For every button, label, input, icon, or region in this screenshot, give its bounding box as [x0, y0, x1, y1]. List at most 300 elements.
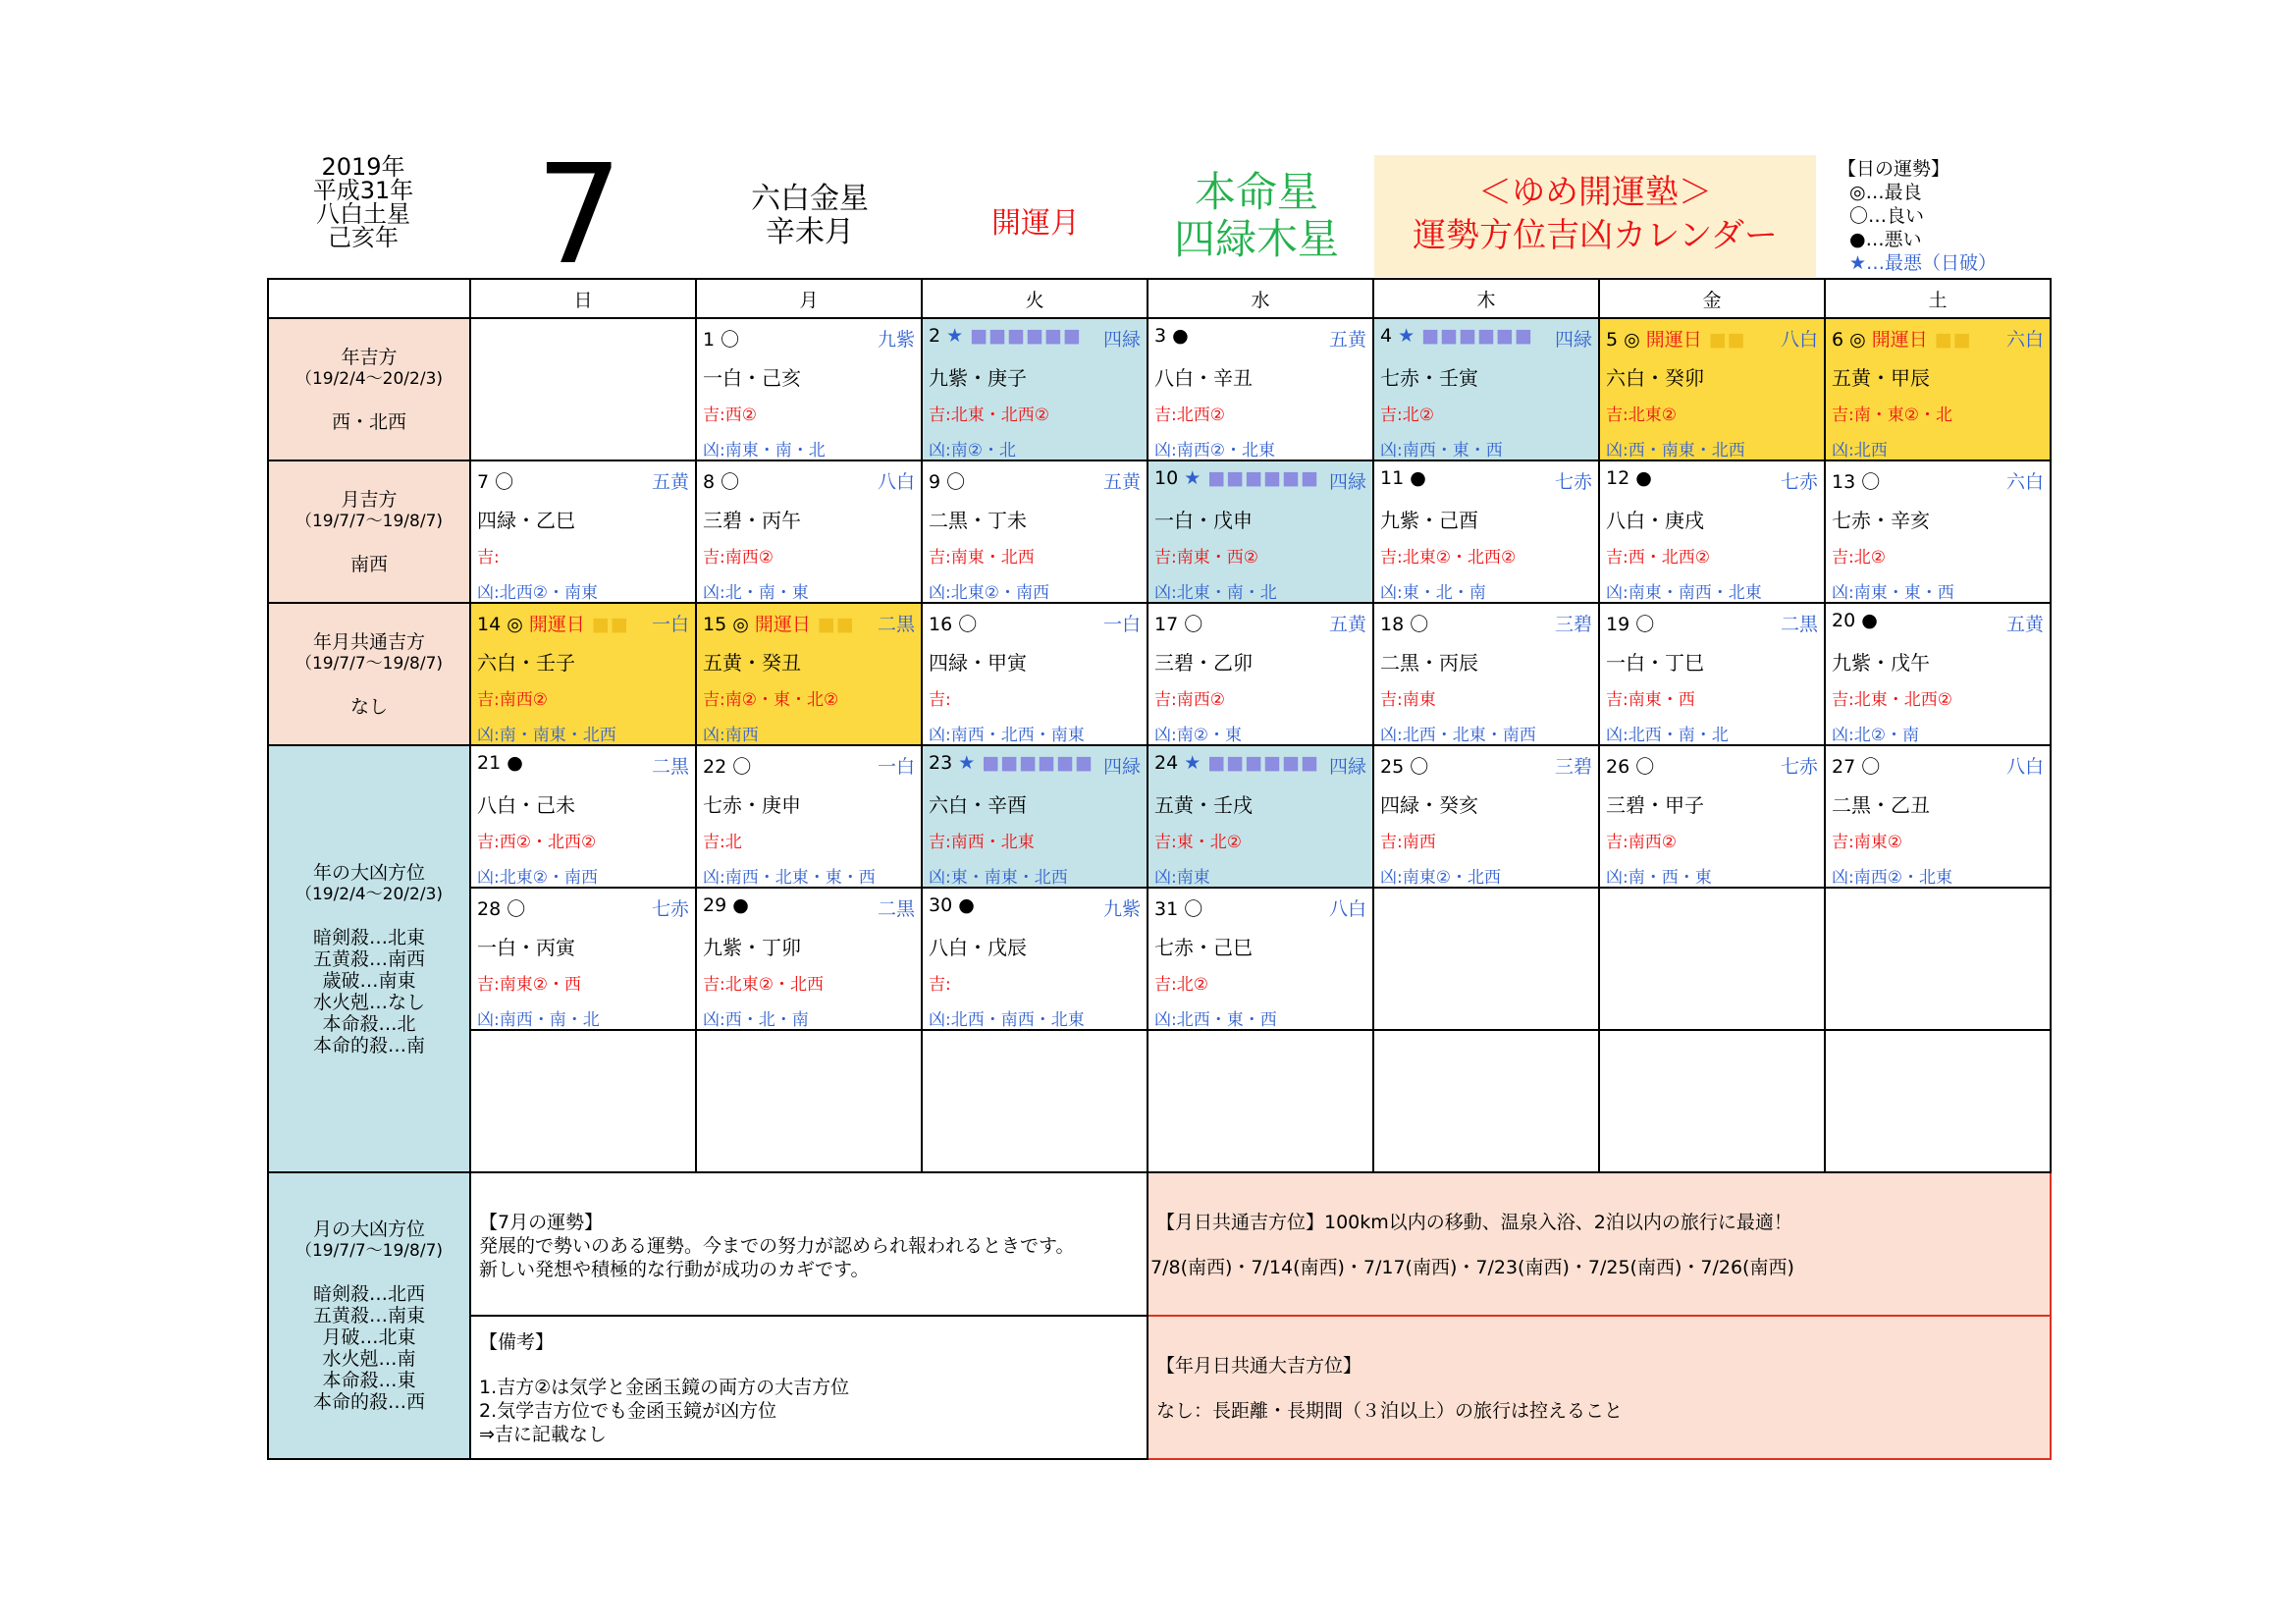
empty-day-cell: [1148, 1030, 1373, 1172]
day-star: 三碧: [1554, 756, 1592, 778]
day-cell[interactable]: [922, 745, 1148, 888]
day-cell[interactable]: [1825, 460, 2051, 603]
day-kyo-directions: 凶:南西・東・西: [1380, 441, 1503, 460]
weekday-header: 火: [922, 279, 1148, 318]
day-ganzhi: 二黒・丁未: [929, 509, 1027, 532]
fortune-mark-icon: ●: [958, 894, 975, 916]
weekday-header: 木: [1373, 279, 1599, 318]
daikyo-line: 水火剋…なし: [312, 991, 425, 1013]
worst-day-bar: ■■■■■■: [975, 752, 1095, 774]
panel-value: 南西: [349, 553, 388, 575]
day-star: 八白: [1780, 329, 1818, 351]
day-number: 2: [929, 325, 941, 347]
day-kyo-directions: 凶:南西②・北東: [1154, 441, 1275, 460]
day-cell[interactable]: [922, 460, 1148, 603]
day-ganzhi: 四緑・癸亥: [1380, 793, 1478, 817]
year-line: 2019年: [321, 153, 405, 181]
day-kyo-directions: 凶:南・南東・北西: [477, 726, 616, 745]
day-cell[interactable]: [696, 603, 922, 745]
day-kichi-directions: 吉:南西②: [703, 548, 774, 568]
note-title: 【年月日共通大吉方位】: [1156, 1355, 1362, 1377]
kaiun-day-label: 開運日: [1645, 329, 1702, 351]
day-star: 一白: [877, 756, 915, 778]
day-star: 五黄: [1328, 329, 1366, 351]
day-number: 22: [703, 756, 727, 778]
day-cell[interactable]: [1148, 318, 1373, 460]
day-kichi-directions: 吉:南東・北西: [929, 548, 1035, 568]
empty-day-cell: [1373, 888, 1599, 1030]
year-daikyo-panel: [268, 745, 470, 1172]
day-kyo-directions: 凶:北②・南: [1832, 726, 1919, 745]
day-number: 10: [1154, 467, 1179, 489]
day-kichi-directions: 吉:南東②: [1832, 833, 1902, 852]
day-cell[interactable]: [1373, 603, 1599, 745]
day-kyo-directions: 凶:南西・南・北: [477, 1010, 600, 1030]
note-value: 7/8(南西)・7/14(南西)・7/17(南西)・7/23(南西)・7/25(南西)・7/26(南西): [1150, 1257, 1794, 1278]
fortune-mark-icon: 〇: [946, 471, 966, 493]
day-kyo-directions: 凶:西・南東・北西: [1606, 441, 1745, 460]
day-header: [477, 894, 691, 918]
note-line: 1.吉方②は気学と金函玉鏡の両方の大吉方位: [479, 1377, 850, 1398]
day-cell[interactable]: [1825, 318, 2051, 460]
honmei-star: [1139, 169, 1374, 263]
day-ganzhi: 六白・壬子: [477, 651, 575, 675]
day-cell[interactable]: [1373, 745, 1599, 888]
fortune-mark-icon: ★: [1184, 467, 1201, 489]
day-ganzhi: 九紫・丁卯: [703, 936, 801, 959]
day-header: [929, 325, 1143, 349]
day-star: 四緑: [1102, 756, 1141, 778]
day-header: [1154, 610, 1368, 633]
day-kyo-directions: 凶:南②・東: [1154, 726, 1242, 745]
fortune-mark-icon: 〇: [1635, 756, 1655, 778]
month-star-line: 六白金星: [751, 182, 869, 216]
day-kyo-directions: 凶:東・北・南: [1380, 583, 1486, 603]
panel-lines: [269, 1283, 469, 1413]
day-star: 八白: [1328, 898, 1366, 920]
day-ganzhi: 二黒・乙丑: [1832, 793, 1930, 817]
day-kyo-directions: 凶:南東・東・西: [1832, 583, 1954, 603]
day-kichi-directions: 吉:南・東②・北: [1832, 406, 1952, 425]
note-line: ⇒吉に記載なし: [479, 1424, 607, 1445]
day-cell[interactable]: [696, 888, 922, 1030]
day-kichi-directions: 吉:南西②: [1606, 833, 1677, 852]
fortune-mark-icon: 〇: [507, 898, 526, 920]
fortune-mark-icon: 〇: [1410, 756, 1429, 778]
day-star: 二黒: [651, 756, 689, 778]
day-star: 五黄: [2005, 614, 2044, 635]
day-cell[interactable]: [1599, 318, 1825, 460]
day-kyo-directions: 凶:北西・北東・南西: [1380, 726, 1536, 745]
panel-lines: [269, 927, 469, 1056]
note-line: 2.気学吉方位でも金函玉鏡が凶方位: [479, 1400, 777, 1422]
legend: [1838, 157, 1997, 275]
day-cell[interactable]: [1599, 603, 1825, 745]
fortune-mark-icon: ★: [1184, 752, 1201, 774]
day-star: 六白: [2005, 329, 2044, 351]
day-number: 18: [1380, 614, 1405, 635]
day-ganzhi: 四緑・乙巳: [477, 509, 575, 532]
day-cell[interactable]: [1373, 460, 1599, 603]
worst-day-bar: ■■■■■■: [1201, 752, 1320, 774]
day-number: 6: [1832, 329, 1844, 351]
day-header: [1832, 467, 2046, 491]
day-star: 五黄: [651, 471, 689, 493]
fortune-mark-icon: 〇: [1184, 614, 1203, 635]
fortune-mark-icon: 〇: [1184, 898, 1203, 920]
fortune-mark-icon: ●: [1410, 467, 1426, 489]
day-ganzhi: 九紫・庚子: [929, 366, 1027, 390]
day-cell[interactable]: [470, 460, 696, 603]
day-cell[interactable]: [696, 318, 922, 460]
day-cell[interactable]: [1373, 318, 1599, 460]
legend-item: ◎…最良: [1849, 182, 1922, 203]
worst-day-bar: ■■■■■■: [963, 325, 1082, 347]
day-kyo-directions: 凶:南東②・北西: [1380, 868, 1501, 888]
day-number: 19: [1606, 614, 1630, 635]
day-header: [703, 467, 917, 491]
day-star: 九紫: [1102, 898, 1141, 920]
day-number: 28: [477, 898, 502, 920]
note-value: なし：長距離・長期間（３泊以上）の旅行は控えること: [1156, 1400, 1624, 1422]
day-header: [1380, 610, 1594, 633]
kaiun-day-label: 開運日: [528, 614, 585, 635]
fortune-mark-icon: ◎: [507, 614, 523, 635]
day-ganzhi: 三碧・乙卯: [1154, 651, 1253, 675]
day-kyo-directions: 凶:北・南・東: [703, 583, 809, 603]
day-ganzhi: 八白・戊辰: [929, 936, 1027, 959]
day-kichi-directions: 吉:北東②・北西②: [1380, 548, 1517, 568]
day-ganzhi: 八白・庚戌: [1606, 509, 1704, 532]
day-ganzhi: 四緑・甲寅: [929, 651, 1027, 675]
note-title: 【備考】: [479, 1331, 555, 1353]
day-header: [1606, 610, 1820, 633]
day-star: 八白: [877, 471, 915, 493]
day-kyo-directions: 凶:南西: [703, 726, 759, 745]
weekday-header: 土: [1825, 279, 2051, 318]
calendar-title: [1374, 155, 1816, 277]
weekday-header: 日: [470, 279, 696, 318]
panel-range: （19/2/4～20/2/3): [294, 884, 444, 904]
day-cell[interactable]: [922, 888, 1148, 1030]
day-header: [1154, 752, 1368, 776]
day-kichi-directions: 吉:北西②: [1154, 406, 1225, 425]
day-kyo-directions: 凶:北西・南西・北東: [929, 1010, 1085, 1030]
day-number: 24: [1154, 752, 1179, 774]
day-cell[interactable]: [1148, 460, 1373, 603]
day-kyo-directions: 凶:南西②・北東: [1832, 868, 1952, 888]
day-cell[interactable]: [1599, 745, 1825, 888]
fortune-mark-icon: 〇: [732, 756, 752, 778]
year-line: 八白土星: [316, 200, 410, 228]
day-kyo-directions: 凶:南東: [1154, 868, 1210, 888]
daikyo-line: 本命殺…北: [322, 1012, 416, 1035]
day-number: 30: [929, 894, 953, 916]
day-kyo-directions: 凶:北西・東・西: [1154, 1010, 1277, 1030]
fortune-mark-icon: ●: [1635, 467, 1652, 489]
day-header: [1154, 894, 1368, 918]
day-kichi-directions: 吉:北: [703, 833, 742, 852]
day-number: 31: [1154, 898, 1179, 920]
month-number: 7: [535, 135, 623, 296]
year-line: 平成31年: [312, 177, 414, 204]
day-number: 11: [1380, 467, 1405, 489]
day-cell[interactable]: [470, 603, 696, 745]
day-kyo-directions: 凶:南西・北東・東・西: [703, 868, 876, 888]
day-ganzhi: 三碧・丙午: [703, 509, 801, 532]
title-line: ＜ゆめ開運塾＞: [1478, 173, 1712, 212]
legend-title: 【日の運勢】: [1838, 158, 1950, 180]
fortune-mark-icon: 〇: [1861, 471, 1881, 493]
panel-title: 年の大凶方位: [312, 861, 425, 884]
day-number: 20: [1832, 610, 1856, 631]
day-header: [703, 610, 917, 633]
honmei-line: 四緑木星: [1173, 215, 1339, 263]
day-number: 9: [929, 471, 941, 493]
day-star: 一白: [651, 614, 689, 635]
month-daikyo-panel: [268, 1172, 470, 1459]
day-cell[interactable]: [470, 888, 696, 1030]
day-number: 17: [1154, 614, 1179, 635]
month-star-line: 辛未月: [766, 215, 854, 249]
daikyo-line: 暗剣殺…北西: [312, 1283, 425, 1305]
day-kichi-directions: 吉:: [929, 975, 951, 995]
day-header: [703, 894, 917, 918]
day-kichi-directions: 吉:南②・東・北②: [703, 690, 839, 710]
day-ganzhi: 八白・己未: [477, 793, 575, 817]
day-kichi-directions: 吉:北②: [1154, 975, 1208, 995]
legend-item: ●…悪い: [1849, 229, 1922, 250]
day-number: 29: [703, 894, 727, 916]
fortune-mark-icon: ★: [1398, 325, 1415, 347]
panel-range: （19/7/7～19/8/7): [294, 511, 444, 531]
fortune-mark-icon: 〇: [1861, 756, 1881, 778]
day-star: 二黒: [1780, 614, 1818, 635]
day-star: 二黒: [877, 898, 915, 920]
empty-day-cell: [1599, 888, 1825, 1030]
day-kichi-directions: 吉:北東②: [1606, 406, 1677, 425]
day-number: 1: [703, 329, 716, 351]
panel-range: （19/2/4～20/2/3): [294, 368, 444, 389]
fortune-mark-icon: ●: [507, 752, 523, 774]
day-number: 4: [1380, 325, 1393, 347]
empty-day-cell: [470, 318, 696, 460]
panel-title: 月の大凶方位: [312, 1218, 425, 1240]
day-header: [929, 752, 1143, 776]
panel-value: 西・北西: [331, 410, 406, 433]
day-star: 七赤: [1780, 756, 1818, 778]
day-kyo-directions: 凶:南・西・東: [1606, 868, 1712, 888]
day-star: 七赤: [1780, 471, 1818, 493]
day-kyo-directions: 凶:南東・南・北: [703, 441, 826, 460]
month-star: [712, 183, 908, 249]
daikyo-line: 歳破…南東: [322, 969, 416, 992]
day-kichi-directions: 吉:南東・西: [1606, 690, 1695, 710]
day-header: [477, 467, 691, 491]
year-line: 己亥年: [328, 224, 399, 251]
common-kichi-panel: [268, 603, 470, 745]
day-cell[interactable]: [696, 745, 922, 888]
day-kyo-directions: 凶:北西・南・北: [1606, 726, 1729, 745]
day-star: 二黒: [877, 614, 915, 635]
day-kichi-directions: 吉:南東: [1380, 690, 1436, 710]
day-kyo-directions: 凶:南西・北西・南東: [929, 726, 1085, 745]
panel-title: 年吉方: [341, 346, 398, 368]
fortune-mark-icon: ★: [958, 752, 976, 774]
remarks-note: [470, 1316, 1148, 1459]
day-number: 23: [929, 752, 953, 774]
title-line: 運勢方位吉凶カレンダー: [1413, 216, 1778, 255]
empty-day-cell: [1825, 1030, 2051, 1172]
daikyo-line: 水火剋…南: [322, 1348, 416, 1370]
fortune-mark-icon: ★: [946, 325, 964, 347]
day-cell[interactable]: [1825, 745, 2051, 888]
day-ganzhi: 五黄・癸丑: [703, 651, 801, 675]
day-kichi-directions: 吉:北②: [1380, 406, 1434, 425]
day-star: 四緑: [1102, 329, 1141, 351]
day-header: [1380, 752, 1594, 776]
day-ganzhi: 七赤・庚申: [703, 793, 801, 817]
day-kichi-directions: 吉:: [929, 690, 951, 710]
fortune-mark-icon: ●: [1861, 610, 1878, 631]
day-ganzhi: 七赤・己巳: [1154, 936, 1253, 959]
day-cell[interactable]: [1825, 603, 2051, 745]
day-star: 五黄: [1328, 614, 1366, 635]
weekday-header: 水: [1148, 279, 1373, 318]
fortune-mark-icon: ◎: [1849, 329, 1866, 351]
panel-value: なし: [349, 695, 388, 718]
day-kichi-directions: 吉:南西・北東: [929, 833, 1035, 852]
fortune-mark-icon: 〇: [721, 471, 740, 493]
note-line: 新しい発想や積極的な行動が成功のカギです。: [479, 1259, 870, 1280]
kaiun-day-bar: ■■: [584, 614, 629, 635]
day-ganzhi: 三碧・甲子: [1606, 793, 1704, 817]
day-kichi-directions: 吉:西②: [703, 406, 757, 425]
day-kichi-directions: 吉:北②: [1832, 548, 1886, 568]
day-kyo-directions: 凶:北西②・南東: [477, 583, 598, 603]
panel-title: 年月共通吉方: [312, 630, 425, 653]
daikyo-line: 五黄殺…南西: [312, 947, 425, 970]
day-header: [929, 894, 1143, 918]
daikyo-line: 本命的殺…南: [312, 1034, 425, 1056]
corner-cell: [268, 279, 470, 318]
day-ganzhi: 一白・戊申: [1154, 509, 1253, 532]
day-kyo-directions: 凶:東・南東・北西: [929, 868, 1068, 888]
fortune-mark-icon: 〇: [1635, 614, 1655, 635]
kaiun-month-label: 開運月: [991, 206, 1080, 241]
note-title: 【7月の運勢】: [479, 1212, 604, 1233]
fortune-mark-icon: ●: [1172, 325, 1189, 347]
fortune-mark-icon: 〇: [1410, 614, 1429, 635]
day-kichi-directions: 吉:西・北西②: [1606, 548, 1710, 568]
month-kichi-panel: [268, 460, 470, 603]
empty-day-cell: [922, 1030, 1148, 1172]
day-cell[interactable]: [922, 603, 1148, 745]
year-kichi-panel: [268, 318, 470, 460]
day-number: 27: [1832, 756, 1856, 778]
year-month-day-common-note: [1148, 1316, 2051, 1459]
weekday-header: 金: [1599, 279, 1825, 318]
day-cell[interactable]: [470, 745, 696, 888]
day-number: 21: [477, 752, 502, 774]
day-kichi-directions: 吉:西②・北西②: [477, 833, 597, 852]
day-number: 15: [703, 614, 727, 635]
day-cell[interactable]: [1148, 603, 1373, 745]
empty-day-cell: [1373, 1030, 1599, 1172]
day-kyo-directions: 凶:北西: [1832, 441, 1888, 460]
day-kichi-directions: 吉:南西: [1380, 833, 1436, 852]
panel-title: 月吉方: [341, 488, 398, 511]
day-header: [1832, 610, 2046, 633]
day-kichi-directions: 吉:東・北②: [1154, 833, 1242, 852]
day-cell[interactable]: [696, 460, 922, 603]
day-star: 四緑: [1328, 756, 1366, 778]
day-number: 5: [1606, 329, 1619, 351]
kaiun-day-label: 開運日: [754, 614, 811, 635]
day-cell[interactable]: [1148, 888, 1373, 1030]
fortune-mark-icon: ●: [732, 894, 749, 916]
day-ganzhi: 一白・丙寅: [477, 936, 575, 959]
day-number: 3: [1154, 325, 1167, 347]
day-star: 五黄: [1102, 471, 1141, 493]
day-kichi-directions: 吉:北東・北西②: [1832, 690, 1952, 710]
day-header: [703, 325, 917, 349]
day-star: 三碧: [1554, 614, 1592, 635]
day-kyo-directions: 凶:南東・南西・北東: [1606, 583, 1762, 603]
day-ganzhi: 七赤・辛亥: [1832, 509, 1930, 532]
day-cell[interactable]: [922, 318, 1148, 460]
day-ganzhi: 五黄・甲辰: [1832, 366, 1930, 390]
note-title: 【月日共通吉方位】100km以内の移動、温泉入浴、2泊以内の旅行に最適！: [1156, 1212, 1792, 1233]
day-number: 25: [1380, 756, 1405, 778]
daikyo-line: 本命殺…東: [322, 1370, 416, 1391]
day-cell[interactable]: [1599, 460, 1825, 603]
day-ganzhi: 五黄・壬戌: [1154, 793, 1253, 817]
daikyo-line: 暗剣殺…北東: [312, 926, 425, 948]
day-header: [1606, 467, 1820, 491]
day-number: 26: [1606, 756, 1630, 778]
empty-day-cell: [696, 1030, 922, 1172]
day-header: [1606, 752, 1820, 776]
worst-day-bar: ■■■■■■: [1415, 325, 1533, 347]
day-header: [703, 752, 917, 776]
day-header: [1380, 467, 1594, 491]
empty-day-cell: [1599, 1030, 1825, 1172]
day-kichi-directions: 吉:南西②: [477, 690, 548, 710]
day-header: [929, 467, 1143, 491]
fortune-mark-icon: ◎: [1624, 329, 1640, 351]
honmei-line: 本命星: [1194, 168, 1318, 216]
year-info: [294, 155, 432, 249]
day-number: 8: [703, 471, 716, 493]
day-cell[interactable]: [1148, 745, 1373, 888]
daikyo-line: 本命的殺…西: [312, 1391, 425, 1413]
day-kichi-directions: 吉:: [477, 548, 500, 568]
day-number: 14: [477, 614, 502, 635]
day-header: [477, 752, 691, 776]
day-number: 13: [1832, 471, 1856, 493]
legend-item: ★…最悪（日破）: [1849, 252, 1998, 274]
day-ganzhi: 二黒・丙辰: [1380, 651, 1478, 675]
month-day-common-note: [1148, 1172, 2051, 1316]
day-star: 七赤: [651, 898, 689, 920]
day-kyo-directions: 凶:北東②・南西: [929, 583, 1049, 603]
day-ganzhi: 八白・辛丑: [1154, 366, 1253, 390]
day-star: 一白: [1102, 614, 1141, 635]
day-kichi-directions: 吉:北東・北西②: [929, 406, 1049, 425]
kaiun-day-bar: ■■: [1927, 329, 1972, 351]
empty-day-cell: [1825, 888, 2051, 1030]
